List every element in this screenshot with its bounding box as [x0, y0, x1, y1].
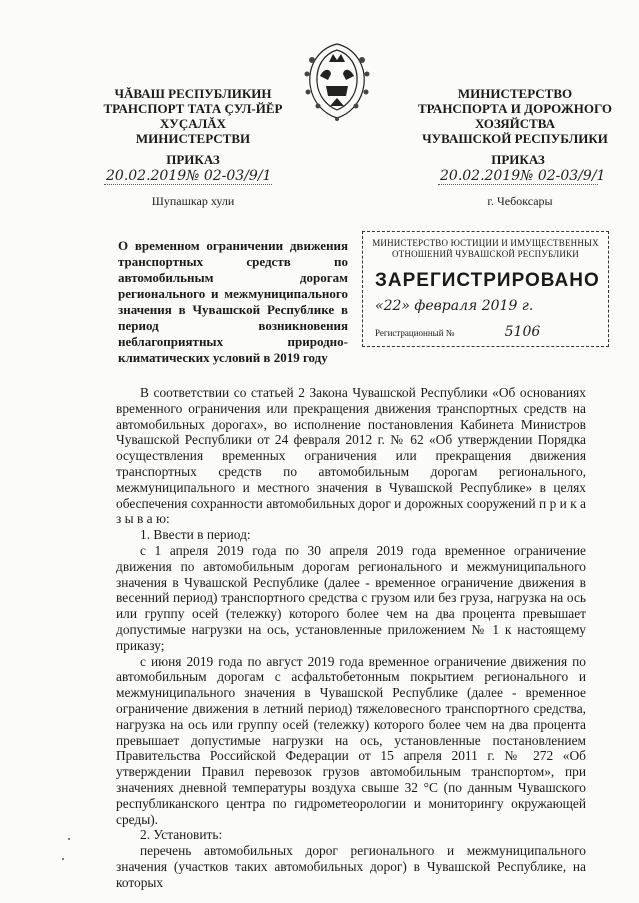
body-paragraph: 1. Ввести в период: [140, 527, 251, 543]
scan-speck [62, 858, 64, 860]
stamp-registered-label: ЗАРЕГИСТРИРОВАНО [375, 270, 600, 291]
stamp-reg-label: Регистрационный № [375, 328, 455, 338]
stamp-ministry-name: МИНИСТЕРСТВО ЮСТИЦИИ И ИМУЩЕСТВЕННЫХ ОТНОШЕНИЙ ЧУВАШСКОЙ РЕСПУБЛИКИ [372, 238, 599, 259]
scan-speck [68, 838, 70, 840]
header-right-line: ТРАНСПОРТА И ДОРОЖНОГО [417, 101, 613, 116]
document-body [116, 385, 586, 891]
header-left-line: ЧĂВАШ РЕСПУБЛИКИН [114, 86, 272, 101]
order-date-number-left: 20.02.2019№ 02-03/9/1 [106, 168, 272, 184]
stamp-registration-row [375, 324, 608, 340]
header-left-line: ХУÇАЛĂХ [159, 116, 227, 131]
order-label-right: ПРИКАЗ [491, 152, 545, 167]
city-left: Шупашкар хули [151, 194, 235, 208]
order-number-line-left [104, 184, 272, 185]
body-paragraph: с июня 2019 года по август 2019 года временное ограничение движения по автомобильным дорогам с асфальтобетонным покрытием регионального и межмуниципального значения в Чувашской Республике (далее - временное ограничение движения в летний период) тяжеловесного транспортного средства, нагрузка на ось или группу осей (тележку) которого более чем на два процента превышает допустимые нагрузки на ось, установленные постановлением Правительства Российской Федерации от 15 апреля 2011 г. № 272 «Об утверждении Правил перевозок грузов автомобильным транспортом», при значениях дневной температуры воздуха свыше 32 °С (по данным Чувашского республиканского центра по гидрометеорологии и мониторингу окружающей среды). [116, 653, 586, 827]
header-right-line: ХОЗЯЙСТВА [474, 116, 555, 131]
body-paragraph: перечень автомобильных дорог регионального и межмуниципального значения (участков таких автомобильных дорог) в Чувашской Республике, на которых [116, 843, 586, 890]
stamp-date: «22» февраля 2019 г. [375, 298, 534, 314]
header-left-line: МИНИСТЕРСТВИ [135, 131, 251, 146]
stamp-reg-number: 5106 [504, 324, 541, 340]
header-right-line: МИНИСТЕРСТВО [457, 86, 573, 101]
header-left-line: ТРАНСПОРТ ТАТА ÇУЛ-ЙĔР [103, 101, 283, 116]
header-left-ministry-name [88, 86, 298, 146]
chuvash-emblem-icon [300, 40, 374, 122]
order-number-line-right [438, 184, 598, 185]
registration-stamp [362, 231, 609, 347]
body-paragraph: с 1 апреля 2019 года по 30 апреля 2019 года временное ограничение движения по автомобильным дорогам регионального и межмуниципального значения в Чувашской Республике (далее - временное ограничение движения в весенний период) транспортного средства с грузом или без груза, нагрузка на ось или группу осей (тележку) которого более чем на два процента превышает допустимые нагрузки на ось, установленные приложением № 1 к настоящему приказу; [116, 542, 586, 653]
header-right-line: ЧУВАШСКОЙ РЕСПУБЛИКИ [422, 131, 608, 146]
order-title: О временном ограничении движения транспортных средств по автомобильным дорогам регионального и межмуниципального значения в Чувашской Республике в период возникновения неблагоприятных природно-климатических условий в 2019 году [118, 238, 348, 365]
order-label-left: ПРИКАЗ [166, 152, 220, 167]
body-paragraph: В соответствии со статьей 2 Закона Чувашской Республики «Об основаниях временного ограничения или прекращения движения транспортных средств на автомобильных дорогах», во исполнение постановления Кабинета Министров Чувашской Республики от 24 февраля 2012 г. № 62 «Об утверждении Порядка осуществления временных ограничения или прекращения движения транспортных средств по автомобильным дорогам регионального, межмуниципального и местного значения в Чувашской Республике» в целях обеспечения сохранности автомобильных дорог и дорожных сооружений п р и к а з ы в а ю: [116, 385, 586, 527]
body-paragraph: 2. Установить: [140, 827, 223, 843]
header-right-ministry-name [410, 86, 620, 146]
order-date-number-right: 20.02.2019№ 02-03/9/1 [440, 168, 606, 184]
city-right: г. Чебоксары [487, 194, 553, 208]
